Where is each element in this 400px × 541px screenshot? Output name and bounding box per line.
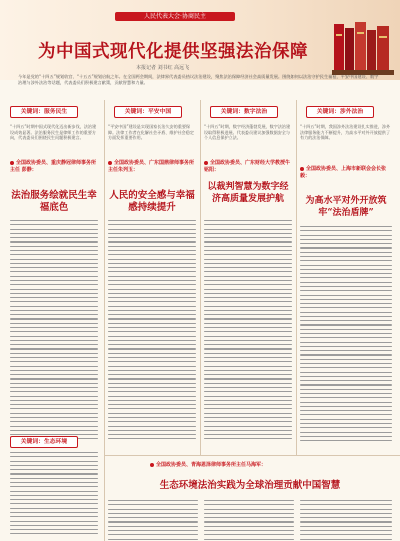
column-divider bbox=[104, 455, 105, 541]
article-body bbox=[300, 500, 392, 540]
tag-label: 关键词：生态环境 bbox=[20, 439, 68, 445]
intro-paragraph: 今年是党的“十四五”规划收官、“十五五”规划启航之年。在全国两会期间，法律界代表委员热议法治建设，聚焦法治保障经济社会高质量发展。围绕如何以法治守护民生福祉、平安中国建设、数字治理与涉外法治等话题，代表委员们积极建言献策，贡献智慧和力量。 bbox=[18, 74, 379, 85]
speaker-line bbox=[108, 160, 196, 173]
column-divider bbox=[296, 100, 297, 455]
speaker-text: 全国政协委员、广东国鼎律师事务所主任朱列玉： bbox=[108, 160, 195, 173]
tag-label: 关键词：数字法治 bbox=[220, 109, 268, 115]
speaker-line bbox=[300, 166, 392, 179]
banner-ribbon bbox=[115, 12, 235, 21]
speaker-line bbox=[150, 462, 390, 469]
section-divider bbox=[104, 455, 400, 456]
column-tag-digital bbox=[210, 106, 278, 118]
bullet-icon bbox=[300, 167, 304, 171]
tag-label: 关键词：平安中国 bbox=[124, 109, 172, 115]
byline: 本报记者 刘书红 高远飞 bbox=[136, 65, 190, 71]
column-lead: “十四五”时期中国式现代化迈出新步伐，法治建设成效显著。法治服务民生是律师工作的重要方向，代表委员们围绕民生问题积极建言。 bbox=[10, 124, 97, 141]
speaker-text: 全国政协委员、上海市新联会会长张毅： bbox=[300, 166, 387, 179]
article-body bbox=[300, 226, 392, 450]
column-tag-service bbox=[10, 106, 78, 118]
column-tag-foreign bbox=[306, 106, 374, 118]
bullet-icon bbox=[204, 161, 208, 165]
tag-label: 关键词：涉外法治 bbox=[316, 109, 364, 115]
speaker-text: 全国政协委员、重庆静冠律师事务所主任 bbox=[10, 160, 97, 173]
bullet-icon bbox=[10, 161, 14, 165]
section-title: 以裁判智慧为数字经济高质量发展护航 bbox=[207, 182, 289, 204]
speaker-text: 全国政协委员、广东财经大学教授牛铭阳： bbox=[204, 160, 291, 173]
bullet-icon bbox=[150, 463, 154, 467]
section-title: 生态环境法治实践为全球治理贡献中国智慧 bbox=[159, 480, 341, 491]
article-body bbox=[10, 452, 98, 538]
headline: 为中国式现代化提供坚强法治保障 bbox=[38, 42, 308, 62]
column-lead: “十四五”时期，数字经济蓬勃发展，数字法治建设取得积极进展。代表委员建议加强数据安全与个人信息保护立法。 bbox=[204, 124, 291, 141]
page-banner bbox=[0, 0, 400, 80]
speaker-line bbox=[10, 160, 98, 173]
bullet-icon bbox=[108, 161, 112, 165]
column-tag-ecology bbox=[10, 436, 78, 448]
speaker-text: 全国政协委员、青海恩泽律师事务所主任马海军： bbox=[156, 462, 267, 468]
section-title: 为高水平对外开放筑牢“法治盾牌” bbox=[305, 196, 387, 218]
article-body bbox=[108, 220, 196, 450]
column-divider bbox=[200, 100, 201, 455]
speaker-line bbox=[204, 160, 292, 173]
column-lead: “平安中国”建设是实现国家长治久安的重要保障。法律工作者在化解社会矛盾、维护社会稳定方面发挥重要作用。 bbox=[108, 124, 194, 141]
article-body bbox=[204, 220, 292, 450]
section-title: 法治服务绘就民生幸福底色 bbox=[11, 190, 97, 213]
column-divider bbox=[104, 100, 105, 455]
ribbon-text: 人民代表大会·协商民主 bbox=[144, 13, 206, 20]
article-body bbox=[10, 220, 98, 450]
column-lead: “十四五”时期，我国涉外法治建设扎实推进，涉外法律服务能力不断提升，为高水平对外开放提供了有力的法治保障。 bbox=[300, 124, 391, 141]
section-title: 人民的安全感与幸福感持续提升 bbox=[109, 190, 195, 213]
column-tag-safety bbox=[114, 106, 182, 118]
tag-label: 关键词：服务民生 bbox=[20, 109, 68, 115]
article-body bbox=[204, 500, 294, 540]
books-gavel-icon bbox=[332, 18, 394, 76]
article-body bbox=[108, 500, 198, 540]
speaker-name: 彭静： bbox=[21, 166, 37, 173]
